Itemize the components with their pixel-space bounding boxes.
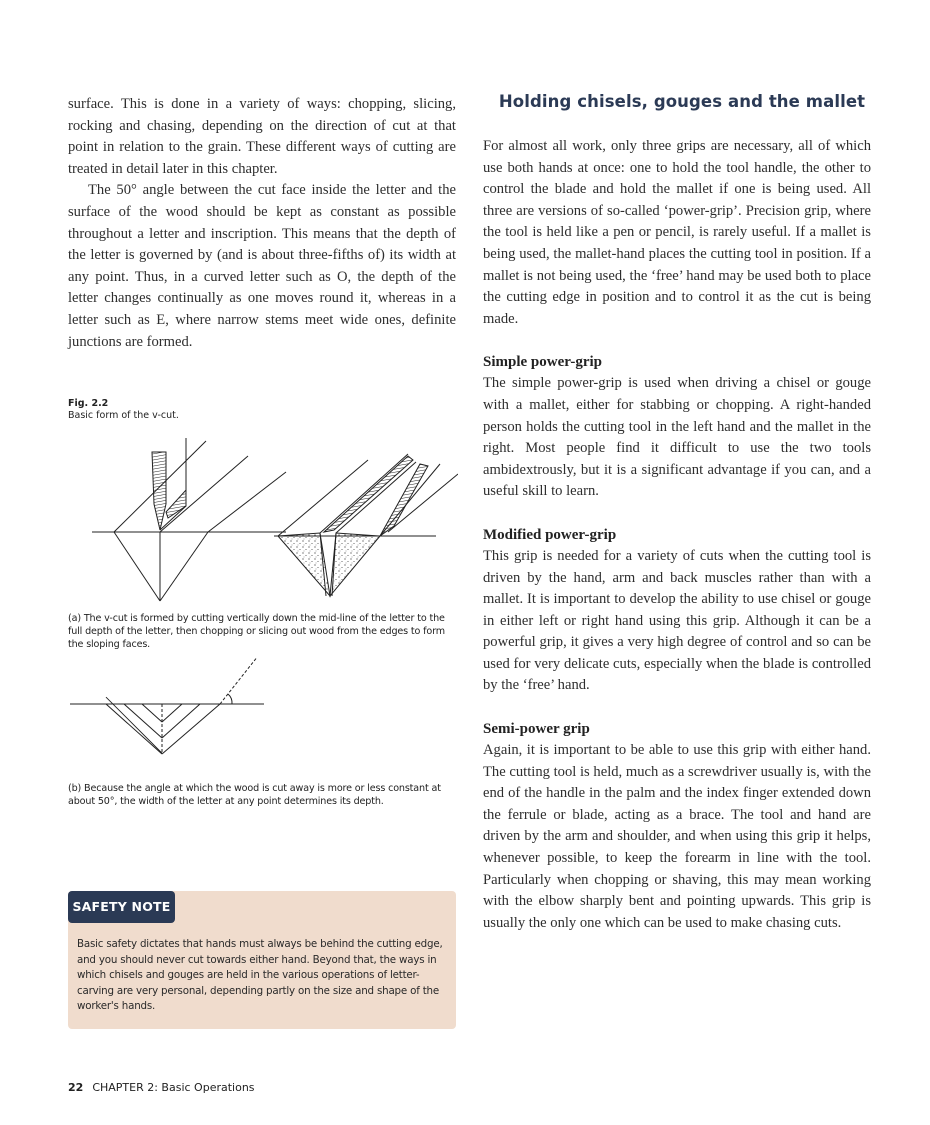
subheading-modified-power-grip: Modified power-grip — [483, 526, 617, 543]
paragraph-simple-power-grip: The simple power-grip is used when driving a chisel or gouge with a mallet, either for stabbing or chopping. A right-handed person holds the cutting tool in the left hand and the mallet in the right. Most people find it difficult to use the two tools ambidextrously, but it is a significant advantage if you can, and a useful skill to learn. — [483, 375, 871, 500]
section-semi-power-grip — [483, 719, 871, 934]
page-number: 22 — [68, 1081, 84, 1094]
paragraph-semi-power-grip: Again, it is important to be able to use this grip with either hand. The cutting tool is held, much as a screwdriver usually is, with the end of the handle in the palm and the index finger extended down the ferrule or blade, acting as a brace. The tool and hand are driven by the arm and shoulder, and when using this grip it helps, whenever possible, to keep the forearm in line with the tool. Particularly when chopping or shaving, this may mean working with the elbow sharply bent and pointing upwards. This grip is usually the only one which can be used to make chasing cuts. — [483, 742, 871, 931]
figure-caption-b: (b) Because the angle at which the wood is cut away is more or less constant at about 50°, the width of the letter at any point determines its depth. — [68, 783, 441, 807]
figure-2-2 — [68, 398, 458, 807]
section-heading: Holding chisels, gouges and the mallet — [498, 92, 866, 111]
v-cut-illustration-b — [68, 658, 288, 758]
subheading-simple-power-grip: Simple power-grip — [483, 354, 603, 371]
page-footer — [68, 1081, 255, 1094]
figure-label: Fig. 2.2 — [68, 398, 109, 409]
subheading-semi-power-grip: Semi-power grip — [483, 721, 590, 738]
paragraph-angle: The 50° angle between the cut face inside the letter and the surface of the wood should be kept as constant as possible throughout a letter and inscription. This means that the depth of the letter is governed by (and is about three-fifths of) its width at any point. Thus, in a curved letter such as O, the depth of the letter changes continually as one moves round it, whereas in a letter such as E, where narrow stems meet wide ones, definite junctions are formed. — [68, 182, 456, 350]
figure-title: Basic form of the v-cut. — [68, 410, 179, 421]
figure-caption-a: (a) The v-cut is formed by cutting vertically down the mid-line of the letter to the full depth of the letter, then chopping or slicing out wood from the edges to form the sloping faces. — [68, 613, 445, 650]
intro-paragraph: For almost all work, only three grips are necessary, all of which use both hands at once: one to hold the tool handle, the other to control the blade and hold the mallet if one is being used. All three are versions of so-called ‘power-grip’. Precision grip, where the tool is held like a pen or pencil, is rarely useful. If a mallet is being used, the mallet-hand places the cutting tool in position. If a mallet is not being used, the ‘free’ hand may be used both to place the cutting edge in position and to control it as the cut is being made. — [483, 138, 871, 327]
safety-note-box — [68, 891, 456, 1029]
safety-note-badge: SAFETY NOTE — [68, 891, 175, 923]
section-modified-power-grip — [483, 525, 871, 697]
v-cut-illustration-a — [68, 426, 458, 606]
safety-note-text: Basic safety dictates that hands must always be behind the cutting edge, and you should never cut towards either hand. Beyond that, the ways in which chisels and gouges are held in the various operations of letter-carving are very personal, depending partly on the size and shape of the worker's hands. — [77, 938, 443, 1012]
chapter-title: CHAPTER 2: Basic Operations — [92, 1081, 255, 1094]
right-column — [483, 92, 871, 934]
section-simple-power-grip — [483, 352, 871, 503]
paragraph-continued: surface. This is done in a variety of ways: chopping, slicing, rocking and chasing, depending on the direction of cut at that point in relation to the grain. These different ways of cutting are treated in detail later in this chapter. — [68, 96, 456, 177]
paragraph-modified-power-grip: This grip is needed for a variety of cuts when the cutting tool is driven by the hand, arm and back muscles rather than with a mallet. It is important to develop the ability to use chisel or gouge in either left or right hand using this grip. Although it can be a powerful grip, it gives a very high degree of control and so can be used for very delicate cuts, especially when the blade is controlled by the ‘free’ hand. — [483, 547, 871, 694]
left-column — [68, 94, 456, 353]
